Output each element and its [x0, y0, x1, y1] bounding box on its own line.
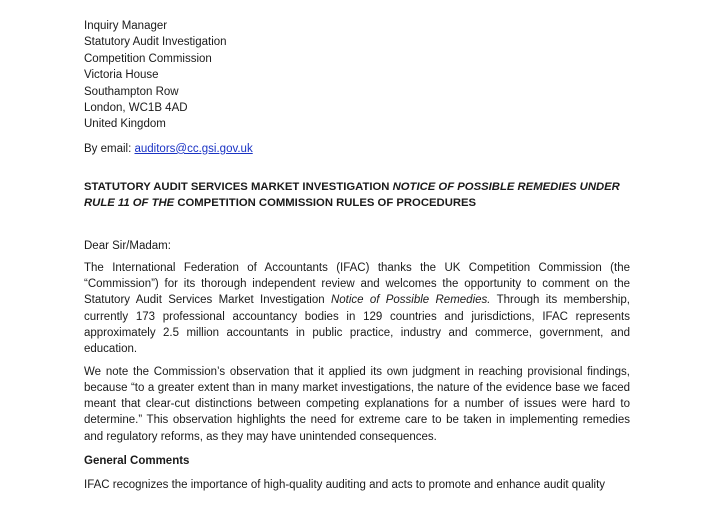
- address-line: United Kingdom: [84, 118, 166, 131]
- address-line: London, WC1B 4AD: [84, 101, 188, 114]
- email-label: By email:: [84, 142, 132, 155]
- subject-part-3: COMPETITION COMMISSION RULES OF PROCEDURES: [177, 197, 477, 210]
- address-line: Victoria House: [84, 69, 159, 82]
- paragraph-observation: We note the Commission’s observation that it applied its own judgment in reaching provisional findings, because “to a greater extent than in many market investigations, the nature of the evidence base we faced meant that clear-cut distinctions between competing explanations for a number of issues were hard to determine.” This observation highlights the need for extreme care to be taken in implementing remedies and regulatory reforms, as they may have unintended consequences.: [84, 365, 630, 443]
- address-line: Southampton Row: [84, 85, 179, 98]
- section-heading: General Comments: [84, 455, 190, 467]
- paragraph-intro: [84, 260, 630, 358]
- paragraph-general: IFAC recognizes the importance of high-quality auditing and acts to promote and enhance audit quality: [84, 479, 606, 491]
- paragraph-intro-rest: Through its membership, currently 173 professional accountancy bodies in 129 countries and jurisdictions, IFAC represents approximately 2.5 million accountants in public practice, industry and commerce, government, and education.: [84, 294, 630, 356]
- paragraph-intro-italic: Notice of Possible Remedies.: [330, 294, 491, 307]
- subject-heading: [84, 179, 630, 212]
- address-line: Statutory Audit Investigation: [84, 36, 227, 49]
- letter-content: [84, 18, 630, 493]
- recipient-address: [84, 18, 630, 133]
- subject-part-2: NOTICE OF POSSIBLE REMEDIES UNDER RULE 11 OF THE: [84, 180, 620, 210]
- paragraph-intro-text: The International Federation of Accountants (IFAC) thanks the UK Competition Commission (the “Commission”) for its thorough independent review and welcomes the opportunity to comment on the Statutory Audit Services Market Investigation: [84, 261, 630, 307]
- address-line: Competition Commission: [84, 52, 212, 65]
- email-link[interactable]: auditors@cc.gsi.gov.uk: [134, 142, 253, 155]
- address-line: Inquiry Manager: [84, 20, 168, 32]
- salutation: Dear Sir/Madam:: [84, 239, 171, 252]
- subject-part-1: STATUTORY AUDIT SERVICES MARKET INVESTIGATION: [84, 180, 390, 193]
- email-line: [84, 141, 630, 157]
